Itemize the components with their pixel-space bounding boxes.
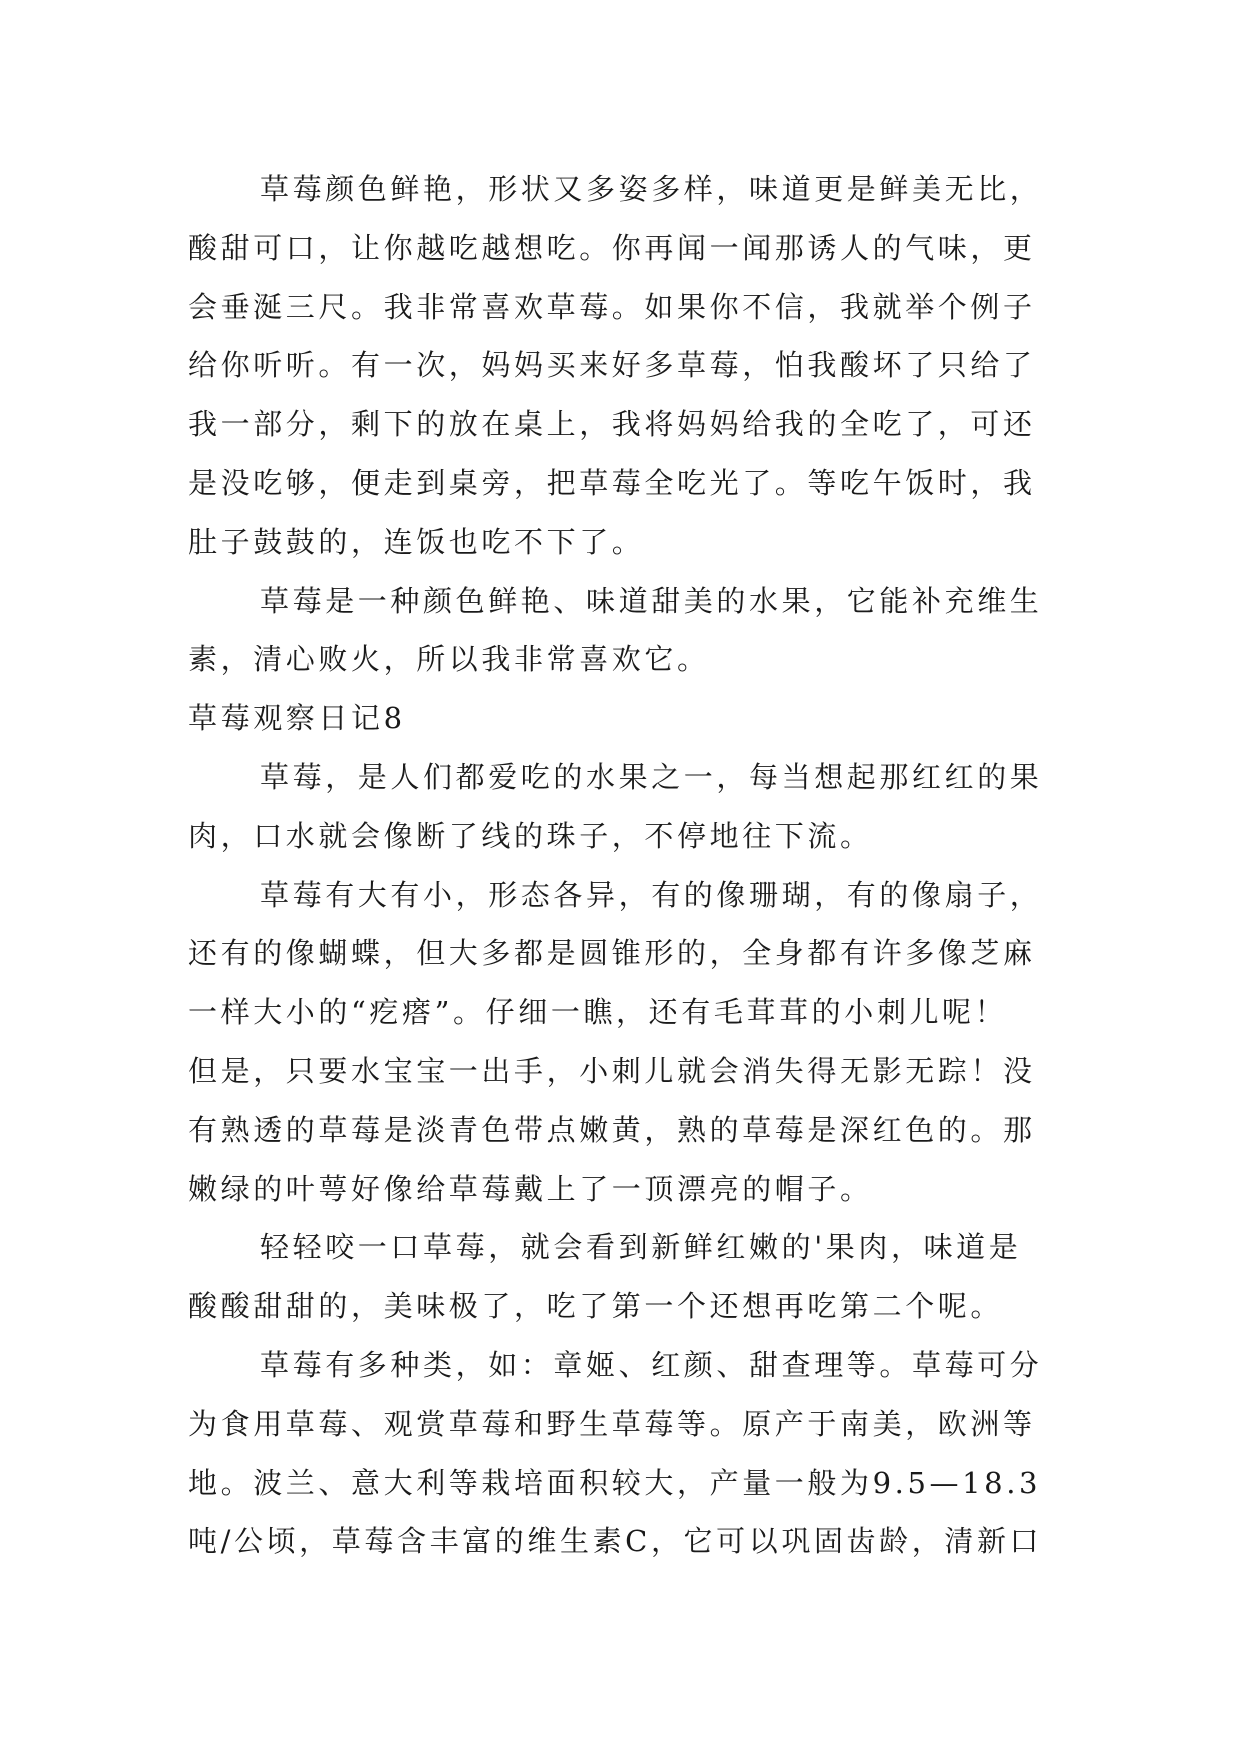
text-line: 吨/公顷，草莓含丰富的维生素C，它可以巩固齿龄，清新口	[188, 1524, 1043, 1559]
text-line: 地。波兰、意大利等栽培面积较大，产量一般为9.5—18.3	[188, 1465, 1042, 1500]
text-line: 肚子鼓鼓的，连饭也吃不下了。	[188, 524, 645, 559]
paragraph	[188, 1336, 1058, 1571]
paragraph	[188, 572, 1058, 690]
text-line: 嫩绿的叶萼好像给草莓戴上了一顶漂亮的帽子。	[188, 1171, 873, 1206]
text-line: 一样大小的“疙瘩”。仔细一瞧，还有毛茸茸的小刺儿呢！	[188, 995, 1008, 1030]
heading-line: 草莓观察日记8	[188, 701, 406, 736]
text-line: 为食用草莓、观赏草莓和野生草莓等。原产于南美，欧洲等	[188, 1406, 1036, 1441]
text-line: 草莓颜色鲜艳，形状又多姿多样，味道更是鲜美无比，	[260, 172, 1043, 206]
section-heading	[188, 689, 1058, 748]
text-line: 轻轻咬一口草莓，就会看到新鲜红嫩的'果肉，味道是	[260, 1230, 1022, 1265]
text-line: 素，清心败火，所以我非常喜欢它。	[188, 642, 710, 677]
paragraph	[188, 160, 1058, 572]
text-line: 草莓是一种颜色鲜艳、味道甜美的水果，它能补充维生	[260, 583, 1043, 618]
text-line: 草莓，是人们都爱吃的水果之一，每当想起那红红的果	[260, 759, 1043, 794]
text-line: 会垂涎三尺。我非常喜欢草莓。如果你不信，我就举个例子	[188, 289, 1036, 324]
text-line: 我一部分，剩下的放在桌上，我将妈妈给我的全吃了，可还	[188, 407, 1036, 442]
paragraph	[188, 1218, 1058, 1336]
document-text-body	[188, 160, 1058, 1571]
text-line: 草莓有大有小，形态各异，有的像珊瑚，有的像扇子，	[260, 877, 1043, 912]
paragraph	[188, 748, 1058, 866]
paragraph	[188, 866, 1058, 1219]
text-line: 草莓有多种类，如：章姬、红颜、甜查理等。草莓可分	[260, 1347, 1043, 1382]
text-line: 有熟透的草莓是淡青色带点嫩黄，熟的草莓是深红色的。那	[188, 1112, 1036, 1147]
text-line: 给你听听。有一次，妈妈买来好多草莓，怕我酸坏了只给了	[188, 348, 1036, 383]
text-line: 但是，只要水宝宝一出手，小刺儿就会消失得无影无踪！没	[188, 1053, 1036, 1088]
text-line: 还有的像蝴蝶，但大多都是圆锥形的，全身都有许多像芝麻	[188, 936, 1036, 971]
text-line: 肉，口水就会像断了线的珠子，不停地往下流。	[188, 818, 873, 853]
text-line: 酸甜可口，让你越吃越想吃。你再闻一闻那诱人的气味，更	[188, 230, 1036, 265]
text-line: 是没吃够，便走到桌旁，把草莓全吃光了。等吃午饭时，我	[188, 465, 1036, 500]
text-line: 酸酸甜甜的，美味极了，吃了第一个还想再吃第二个呢。	[188, 1289, 1004, 1324]
